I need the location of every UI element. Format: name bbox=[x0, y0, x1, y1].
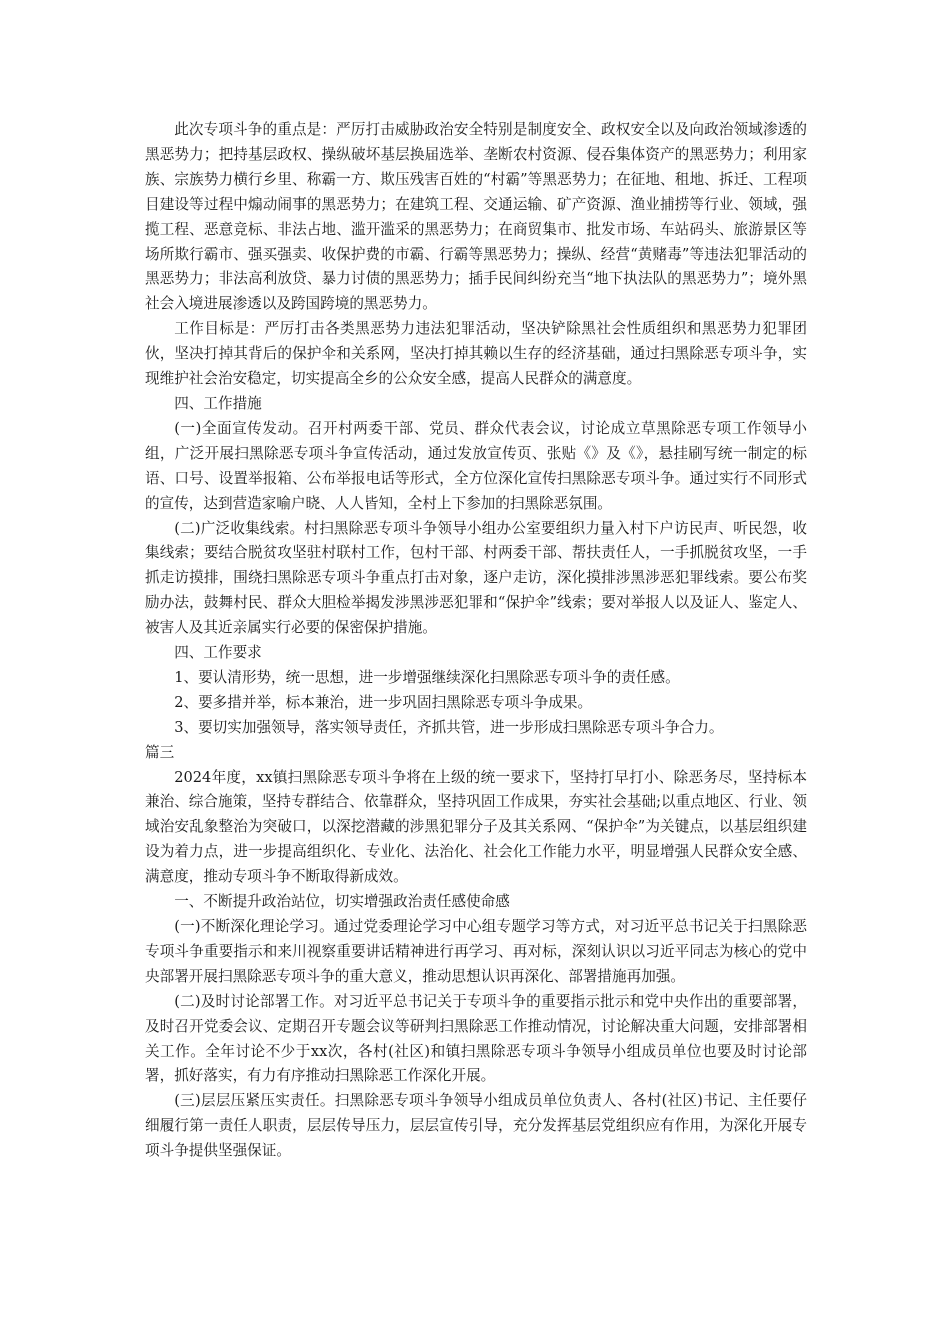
section-title-part-three: 篇三 bbox=[145, 743, 175, 761]
paragraph-responsibility: (三)层层压紧压实责任。扫黑除恶专项斗争领导小组成员单位负责人、各村(社区)书记、主任要仔细履行第一责任人职责，层层传导压力，层层宣传引导，充分发挥基层党组织应有作用，为深化开展专项斗争提供坚强保证。 bbox=[145, 1092, 807, 1160]
paragraph-measure-collect-clues: (二)广泛收集线索。村扫黑除恶专项斗争领导小组办公室要组织力量入村下户访民声、听民怨，收集线索；要结合脱贫攻坚驻村联村工作，包村干部、村两委干部、帮扶责任人，一手抓脱贫攻坚，一手抓走访摸排，围绕扫黑除恶专项斗争重点打击对象，逐户走访，深化摸排涉黑涉恶犯罪线索。要公布奖励办法，鼓舞村民、群众大胆检举揭发涉黑涉恶犯罪和“保护伞”线索；要对举报人以及证人、鉴定人、被害人及其近亲属实行必要的保密保护措施。 bbox=[145, 519, 807, 637]
paragraph-work-goals: 工作目标是：严厉打击各类黑恶势力违法犯罪活动，坚决铲除黑社会性质组织和黑恶势力犯罪团伙，坚决打掉其背后的保护伞和关系网，坚决打掉其赖以生存的经济基础，通过扫黑除恶专项斗争，实现维护社会治安稳定，切实提高全乡的公众安全感，提高人民群众的满意度。 bbox=[145, 320, 807, 388]
list-item-requirement-1: 1、要认清形势，统一思想，进一步增强继续深化扫黑除恶专项斗争的责任感。 bbox=[174, 668, 680, 686]
paragraph-measure-publicity: (一)全面宣传发动。召开村两委干部、党员、群众代表会议，讨论成立草黑除恶专项工作领导小组，广泛开展扫黑除恶专项斗争宣传活动，通过发放宣传页、张贴《》及《》，悬挂刷写统一制定的标语、口号、设置举报箱、公布举报电话等形式，全方位深化宣传扫黑除恶专项斗争。通过实行不同形式的宣传，达到营造家喻户晓、人人皆知，全村上下参加的扫黑除恶氛围。 bbox=[145, 419, 807, 512]
document-body bbox=[145, 118, 807, 1164]
list-item-requirement-2: 2、要多措并举，标本兼治，进一步巩固扫黑除恶专项斗争成果。 bbox=[174, 693, 593, 711]
paragraph-annual-plan: 2024年度，xx镇扫黑除恶专项斗争将在上级的统一要求下，坚持打早打小、除恶务尽，坚持标本兼治、综合施策，坚持专群结合、依靠群众，坚持巩固工作成果，夯实社会基础;以重点地区、行业、领域治安乱象整治为突破口，以深挖潜藏的涉黑犯罪分子及其关系网、“保护伞”为关键点，以基层组织建设为着力点，进一步提高组织化、专业化、法治化、社会化工作能力水平，明显增强人民群众安全感、满意度，推动专项斗争不断取得新成效。 bbox=[145, 768, 807, 886]
paragraph-key-targets: 此次专项斗争的重点是：严厉打击威胁政治安全特别是制度安全、政权安全以及向政治领域渗透的黑恶势力；把持基层政权、操纵破坏基层换届选举、垄断农村资源、侵吞集体资产的黑恶势力；利用家族、宗族势力横行乡里、称霸一方、欺压残害百姓的“村霸”等黑恶势力；在征地、租地、拆迁、工程项目建设等过程中煽动闹事的黑恶势力；在建筑工程、交通运输、矿产资源、渔业捕捞等行业、领域，强揽工程、恶意竞标、非法占地、滥开滥采的黑恶势力；在商贸集市、批发市场、车站码头、旅游景区等场所欺行霸市、强买强卖、收保护费的市霸、行霸等黑恶势力；操纵、经营“黄赌毒”等违法犯罪活动的黑恶势力；非法高利放贷、暴力讨债的黑恶势力；插手民间纠纷充当“地下执法队的黑恶势力”；境外黑社会入境进展渗透以及跨国跨境的黑恶势力。 bbox=[145, 121, 807, 313]
list-item-requirement-3: 3、要切实加强领导，落实领导责任，齐抓共管，进一步形成扫黑除恶专项斗争合力。 bbox=[174, 718, 724, 736]
heading-political-stance: 一、不断提升政治站位，切实增强政治责任感使命感 bbox=[174, 893, 510, 911]
paragraph-deploy-work: (二)及时讨论部署工作。对习近平总书记关于专项斗争的重要指示批示和党中央作出的重要部署，及时召开党委会议、定期召开专题会议等研判扫黑除恶工作推动情况，讨论解决重大问题，安排部署相关工作。全年讨论不少于xx次，各村(社区)和镇扫黑除恶专项斗争领导小组成员单位也要及时讨论部署，抓好落实，有力有序推动扫黑除恶工作深化开展。 bbox=[145, 992, 807, 1085]
heading-work-requirements: 四、工作要求 bbox=[174, 644, 262, 662]
paragraph-theory-study: (一)不断深化理论学习。通过党委理论学习中心组专题学习等方式，对习近平总书记关于扫黑除恶专项斗争重要指示和来川视察重要讲话精神进行再学习、再对标，深刻认识以习近平同志为核心的党中央部署开展扫黑除恶专项斗争的重大意义，推动思想认识再深化、部署措施再加强。 bbox=[145, 918, 807, 985]
heading-work-measures: 四、工作措施 bbox=[174, 394, 262, 412]
